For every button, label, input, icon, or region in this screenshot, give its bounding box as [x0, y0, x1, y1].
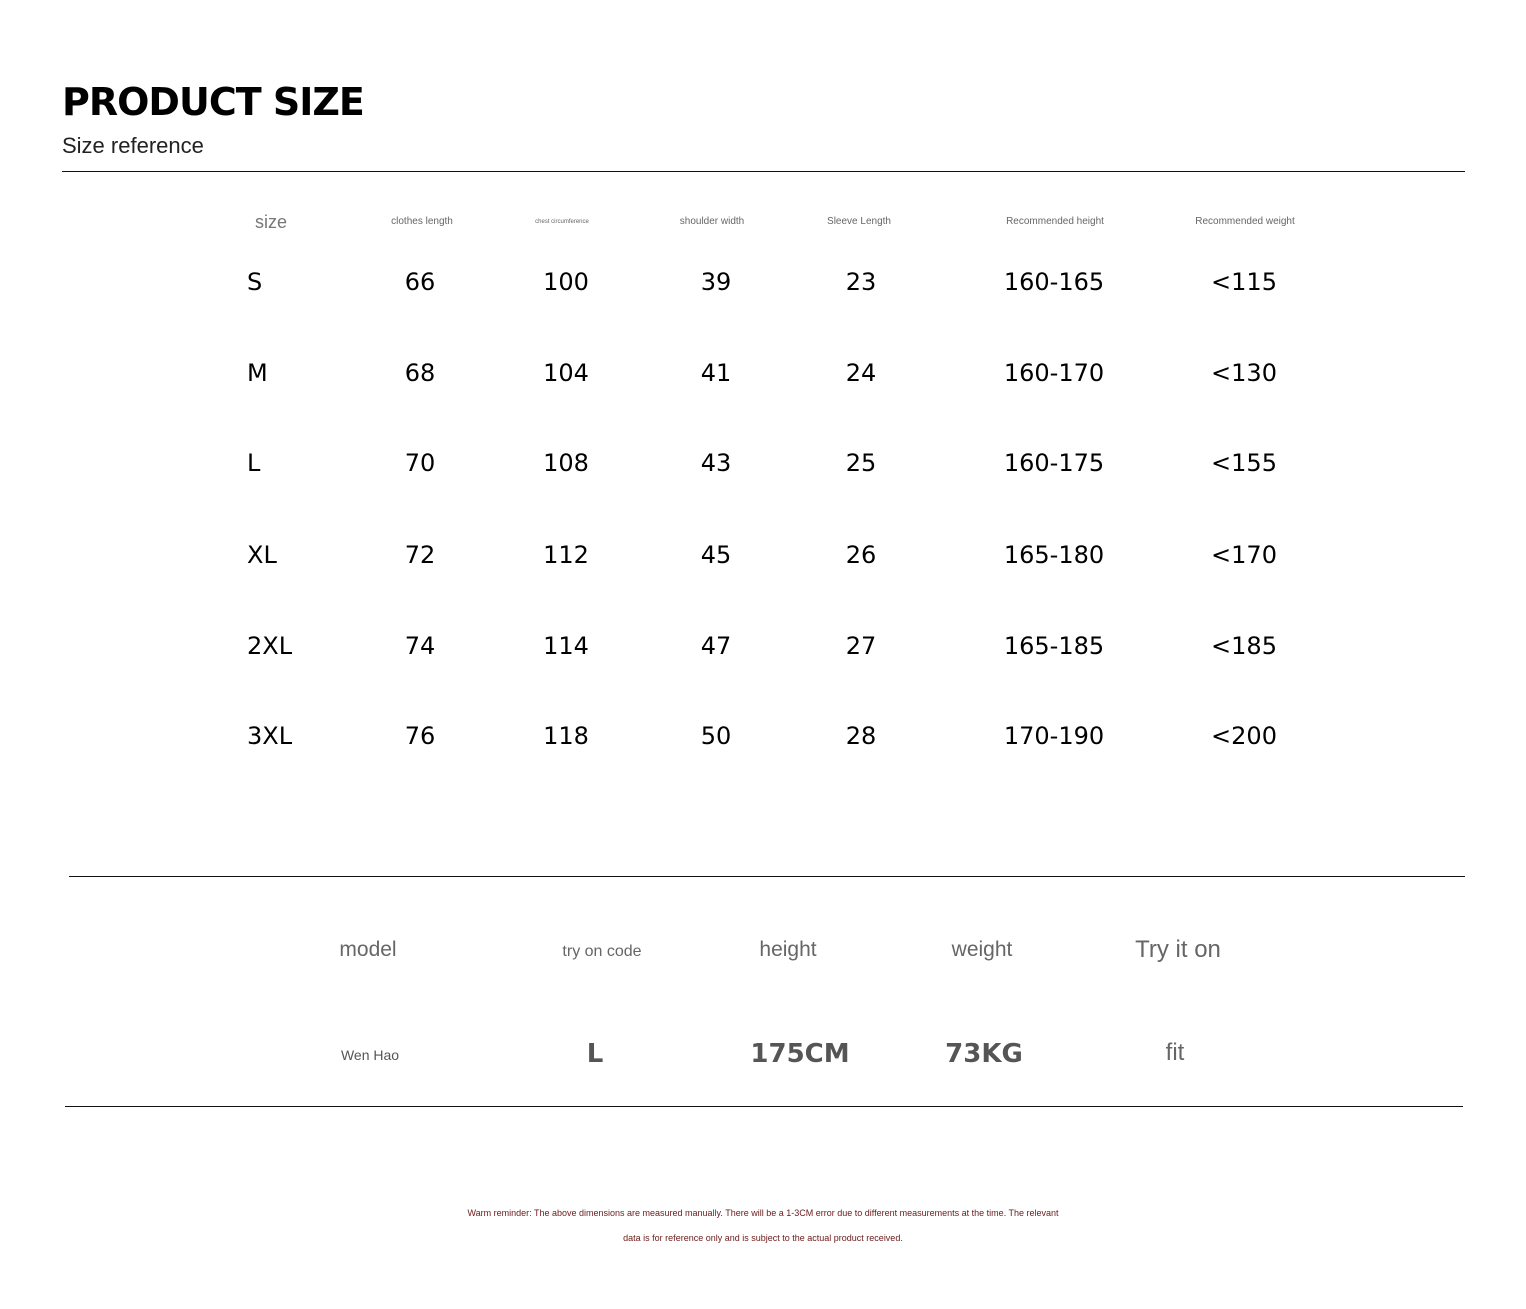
cell-sleeve: 26 [845, 541, 877, 569]
model-height: 175CM [750, 1039, 850, 1069]
header-model: model [339, 938, 397, 961]
header-recommended-height: Recommended height [1006, 216, 1104, 227]
header-clothes-length: clothes length [391, 216, 453, 227]
cell-size: 2XL [247, 632, 293, 660]
top-divider [62, 171, 1465, 172]
header-sleeve-length: Sleeve Length [827, 216, 891, 227]
cell-weight: <200 [1211, 722, 1277, 750]
cell-chest: 108 [543, 449, 589, 477]
cell-shoulder: 43 [700, 449, 732, 477]
model-fit: fit [1165, 1039, 1185, 1066]
cell-shoulder: 50 [700, 722, 732, 750]
cell-clothes-length: 66 [404, 268, 436, 296]
cell-shoulder: 39 [700, 268, 732, 296]
cell-size: L [247, 449, 261, 477]
cell-chest: 100 [543, 268, 589, 296]
page-subtitle: Size reference [62, 133, 204, 158]
cell-size: M [247, 359, 268, 387]
cell-chest: 114 [543, 632, 589, 660]
cell-size: XL [247, 541, 277, 569]
cell-clothes-length: 76 [404, 722, 436, 750]
cell-chest: 118 [543, 722, 589, 750]
bottom-divider [65, 1106, 1463, 1107]
cell-height: 165-185 [1003, 632, 1105, 660]
cell-weight: <115 [1211, 268, 1277, 296]
header-try-it-on: Try it on [1135, 936, 1221, 963]
header-size: size [254, 212, 288, 232]
cell-clothes-length: 70 [404, 449, 436, 477]
cell-height: 160-165 [1003, 268, 1105, 296]
warm-reminder-line1: Warm reminder: The above dimensions are measured manually. There will be a 1-3CM error due to different measurements at the time. The relevant [467, 1208, 1059, 1218]
page-title: PRODUCT SIZE [62, 80, 364, 124]
cell-height: 170-190 [1003, 722, 1105, 750]
cell-weight: <185 [1211, 632, 1277, 660]
cell-clothes-length: 68 [404, 359, 436, 387]
middle-divider [69, 876, 1465, 877]
header-chest-circumference: chest circumference [535, 219, 589, 225]
cell-shoulder: 41 [700, 359, 732, 387]
cell-height: 160-175 [1003, 449, 1105, 477]
cell-clothes-length: 72 [404, 541, 436, 569]
cell-sleeve: 23 [845, 268, 877, 296]
cell-shoulder: 47 [700, 632, 732, 660]
cell-chest: 104 [543, 359, 589, 387]
cell-weight: <130 [1211, 359, 1277, 387]
cell-size: S [247, 268, 263, 296]
header-shoulder-width: shoulder width [679, 216, 745, 227]
cell-weight: <155 [1211, 449, 1277, 477]
cell-size: 3XL [247, 722, 293, 750]
cell-clothes-length: 74 [404, 632, 436, 660]
cell-chest: 112 [543, 541, 589, 569]
model-try-on-code: L [586, 1039, 604, 1069]
cell-sleeve: 27 [845, 632, 877, 660]
warm-reminder-line2: data is for reference only and is subject to the actual product received. [623, 1233, 903, 1243]
model-name: Wen Hao [340, 1047, 400, 1063]
model-weight: 73KG [945, 1039, 1023, 1069]
header-recommended-weight: Recommended weight [1195, 216, 1295, 227]
header-try-on-code: try on code [562, 943, 642, 960]
cell-shoulder: 45 [700, 541, 732, 569]
cell-weight: <170 [1211, 541, 1277, 569]
cell-sleeve: 28 [845, 722, 877, 750]
cell-height: 160-170 [1003, 359, 1105, 387]
cell-height: 165-180 [1003, 541, 1105, 569]
cell-sleeve: 25 [845, 449, 877, 477]
cell-sleeve: 24 [845, 359, 877, 387]
header-weight: weight [951, 938, 1013, 961]
header-height: height [759, 938, 817, 961]
